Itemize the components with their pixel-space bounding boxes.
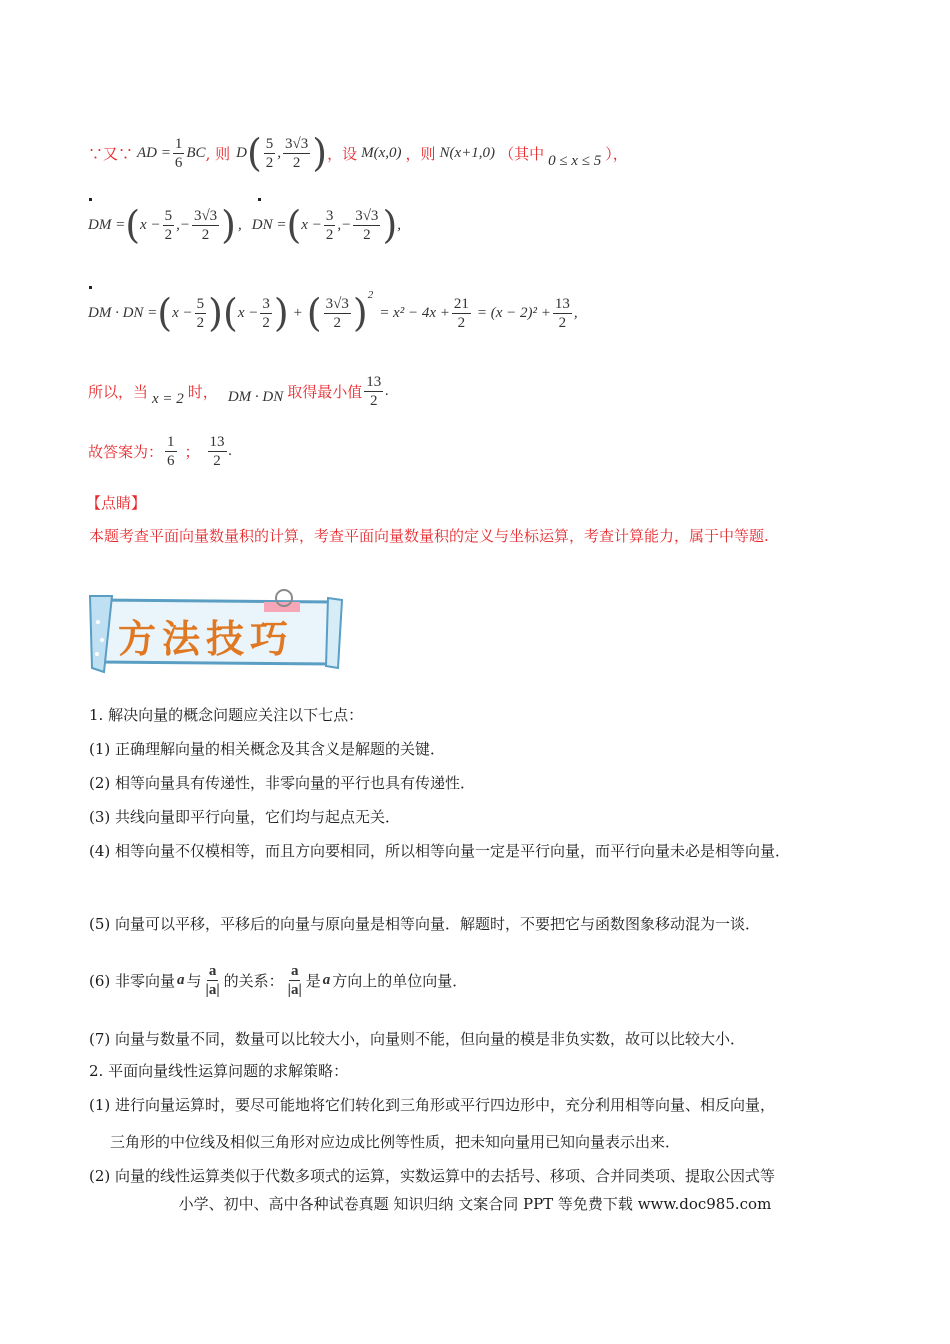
method-line: (5) 向量可以平移，平移后的向量与原向量是相等向量．解题时，不要把它与函数图象移动混为一谈． <box>89 915 761 933</box>
d-x-fraction <box>264 135 276 172</box>
answer-a-den: 6 <box>167 452 175 469</box>
unit-num-2: a <box>290 962 299 979</box>
product-end: , <box>573 304 578 321</box>
so-when: 所以，当 <box>88 382 149 401</box>
ad-eq: AD = <box>137 144 171 161</box>
method-line: (2) 向量的线性运算类似于代数多项式的运算，实数运算中的去括号、移项、合并同类项、提取公因式等 <box>89 1167 776 1185</box>
dm-frac-1 <box>163 207 175 244</box>
pb-frac <box>260 295 272 332</box>
pe-num: 13 <box>554 295 570 312</box>
pe-den: 2 <box>558 314 567 331</box>
dn-minus: − <box>341 216 352 233</box>
pc-num: 3√3 <box>325 295 349 312</box>
pa-den: 2 <box>196 314 205 331</box>
dmdn-label: DM · DN <box>227 388 284 405</box>
dm-f1-num: 5 <box>164 207 173 224</box>
answer-b-den: 2 <box>213 452 221 469</box>
answer-line <box>88 428 232 474</box>
dn-inner: x − <box>301 216 322 233</box>
method-badge <box>88 588 348 678</box>
dn-sep: , <box>397 216 402 233</box>
where-text: （其中 <box>499 144 545 163</box>
method-line: (1) 正确理解向量的相关概念及其含义是解题的关键． <box>89 740 446 758</box>
then-text: , 则 <box>205 144 231 163</box>
dn-g2-num: 3√3 <box>355 207 379 224</box>
answer-frac-1 <box>165 433 177 470</box>
unit-vector-frac <box>204 962 222 999</box>
item6-relation: 的关系： <box>223 971 284 990</box>
answer-sep: ； <box>184 442 200 461</box>
d-label: D <box>236 144 247 161</box>
pd-den: 2 <box>457 314 466 331</box>
product-lhs: DM · DN = <box>88 304 158 321</box>
method-item-6 <box>89 955 467 1005</box>
answer-label: 故答案为： <box>88 442 164 461</box>
page-footer: 小学、初中、高中各种试卷真题 知识归纳 文案合同 PPT 等免费下载 www.doc985.com <box>178 1195 772 1213</box>
bc-label: BC <box>186 144 206 161</box>
right-paren: ) <box>312 131 328 175</box>
d-x-num: 5 <box>265 135 274 152</box>
pc-den: 2 <box>333 314 341 331</box>
answer-frac-2 <box>208 433 227 470</box>
ad-den: 6 <box>174 154 183 171</box>
n-label: N(x+1,0) <box>439 144 496 161</box>
dn-frac-1 <box>324 207 336 244</box>
ad-num: 1 <box>174 135 183 152</box>
pb-inner: x − <box>237 304 259 321</box>
d-y-fraction <box>283 135 310 172</box>
method-line: 2. 平面向量线性运算问题的求解策略： <box>89 1062 349 1080</box>
dn-g1-num: 3 <box>325 207 334 224</box>
dm-label: DM = <box>88 216 126 233</box>
pb-num: 3 <box>262 295 270 312</box>
method-line: (7) 向量与数量不同，数量可以比较大小，向量则不能，但向量的模是非负实数，故可以比较大小． <box>89 1030 746 1048</box>
pa-inner: x − <box>172 304 193 321</box>
x-eq-2: x = 2 <box>152 390 184 407</box>
dm-minus: − <box>179 216 190 233</box>
method-line: (2) 相等向量具有传递性，非零向量的平行也具有传递性． <box>89 774 476 792</box>
pd-num: 21 <box>453 295 469 312</box>
unit-vector-frac-2 <box>286 962 304 999</box>
dm-inner: x − <box>140 216 161 233</box>
answer-a-num: 1 <box>167 433 175 450</box>
comment-text: 本题考查平面向量数量积的计算，考查平面向量数量积的定义与坐标运算，考查计算能力，属于中等题. <box>89 527 769 545</box>
because-text: ∵又∵ <box>88 144 134 163</box>
d-y-den: 2 <box>292 154 301 171</box>
m-label: M(x,0) <box>361 144 402 161</box>
pa-frac <box>195 295 207 332</box>
answer-period: . <box>228 442 233 459</box>
min-num: 13 <box>366 373 382 390</box>
range-text: 0 ≤ x ≤ 5 <box>548 152 602 169</box>
dm-frac-2 <box>192 207 219 244</box>
ad-fraction <box>173 135 185 172</box>
product-eq1: = x² − 4x + <box>379 304 450 321</box>
close-text: ）， <box>605 144 628 163</box>
pe-frac <box>553 295 572 332</box>
method-line: 三角形的中位线及相似三角形对应边成比例等性质，把未知向量用已知向量表示出来． <box>110 1133 681 1151</box>
product-eq2: = (x − 2)² + <box>476 304 551 321</box>
method-line: (1) 进行向量运算时，要尽可能地将它们转化到三角形或平行四边形中，充分利用相等向量、相反向量， <box>89 1096 776 1114</box>
pb-den: 2 <box>262 314 270 331</box>
dm-dn-line: DM = ( x − $\frac{5}{2}$ , − $\frac{3√3}{2}$ ) , DN = ( x − $\frac{3}{2}$ , − $\frac{3√3}{2}$ ) , <box>88 203 402 247</box>
min-period: . <box>385 382 389 399</box>
dot-product-line: DM · DN = ( x − $\frac{5}{2}$ ) ( x − $\frac{3}{2}$ ) + ( $\frac{3√3}{2}$ ) 2 = x² − 4x + $\frac{21}{2}$ = (x − 2)² + $\frac{13}{2}$ , <box>88 289 578 335</box>
item6-rest: 方向上的单位向量． <box>332 971 468 990</box>
method-line: (3) 共线向量即平行向量，它们均与起点无关． <box>89 808 401 826</box>
answer-b-num: 13 <box>209 433 225 450</box>
left-paren: ( <box>246 131 262 175</box>
dm-f2-den: 2 <box>201 226 210 243</box>
method-line: (4) 相等向量不仅模相等，而且方向要相同，所以相等向量一定是平行向量，而平行向量未必是相等向量． <box>89 842 791 860</box>
dn-g1-den: 2 <box>325 226 334 243</box>
pa-num: 5 <box>196 295 205 312</box>
derivation-line-1: ∵又∵ AD = $\frac{1}{6}$ BC , 则 D ( $\frac{5}{2}$ , $\frac{3√3}{2}$ ) ，设 M(x,0) ，则 N(x+1,0) （其中 0 ≤ x ≤ 5 ）， <box>88 131 628 175</box>
when-text: 时， <box>187 382 218 401</box>
method-line: 1. 解决向量的概念问题应关注以下七点： <box>89 706 364 724</box>
d-x-den: 2 <box>265 154 274 171</box>
unit-den-2: |a| <box>287 981 302 998</box>
unit-den: |a| <box>205 981 220 998</box>
item6-a2: a <box>322 971 331 988</box>
set-text: ，设 <box>327 144 358 163</box>
min-frac <box>364 373 383 410</box>
pc-frac <box>324 295 351 332</box>
conclusion-line <box>88 368 389 414</box>
item6-with: 与 <box>186 971 202 990</box>
dn-frac-2 <box>353 207 380 244</box>
unit-num: a <box>208 962 217 979</box>
dn-label: DN = <box>251 216 287 233</box>
min-text: 取得最小值 <box>287 382 363 401</box>
dm-f2-num: 3√3 <box>193 207 218 224</box>
badge-title: 方法技巧 <box>118 617 295 661</box>
item6-a: a <box>177 971 185 988</box>
dm-f1-den: 2 <box>164 226 173 243</box>
pc-exponent: 2 <box>367 289 374 301</box>
item6-is: 是 <box>305 971 321 990</box>
comment-tag: 【点睛】 <box>86 494 147 512</box>
dm-sep: , <box>238 216 242 233</box>
dn-g2-den: 2 <box>363 226 371 243</box>
d-y-num: 3√3 <box>285 135 309 152</box>
pd-frac <box>452 295 471 332</box>
product-plus: + <box>292 304 303 321</box>
then-text-2: ，则 <box>405 144 436 163</box>
item6-prefix: (6) 非零向量 <box>89 971 176 990</box>
min-den: 2 <box>370 392 378 409</box>
